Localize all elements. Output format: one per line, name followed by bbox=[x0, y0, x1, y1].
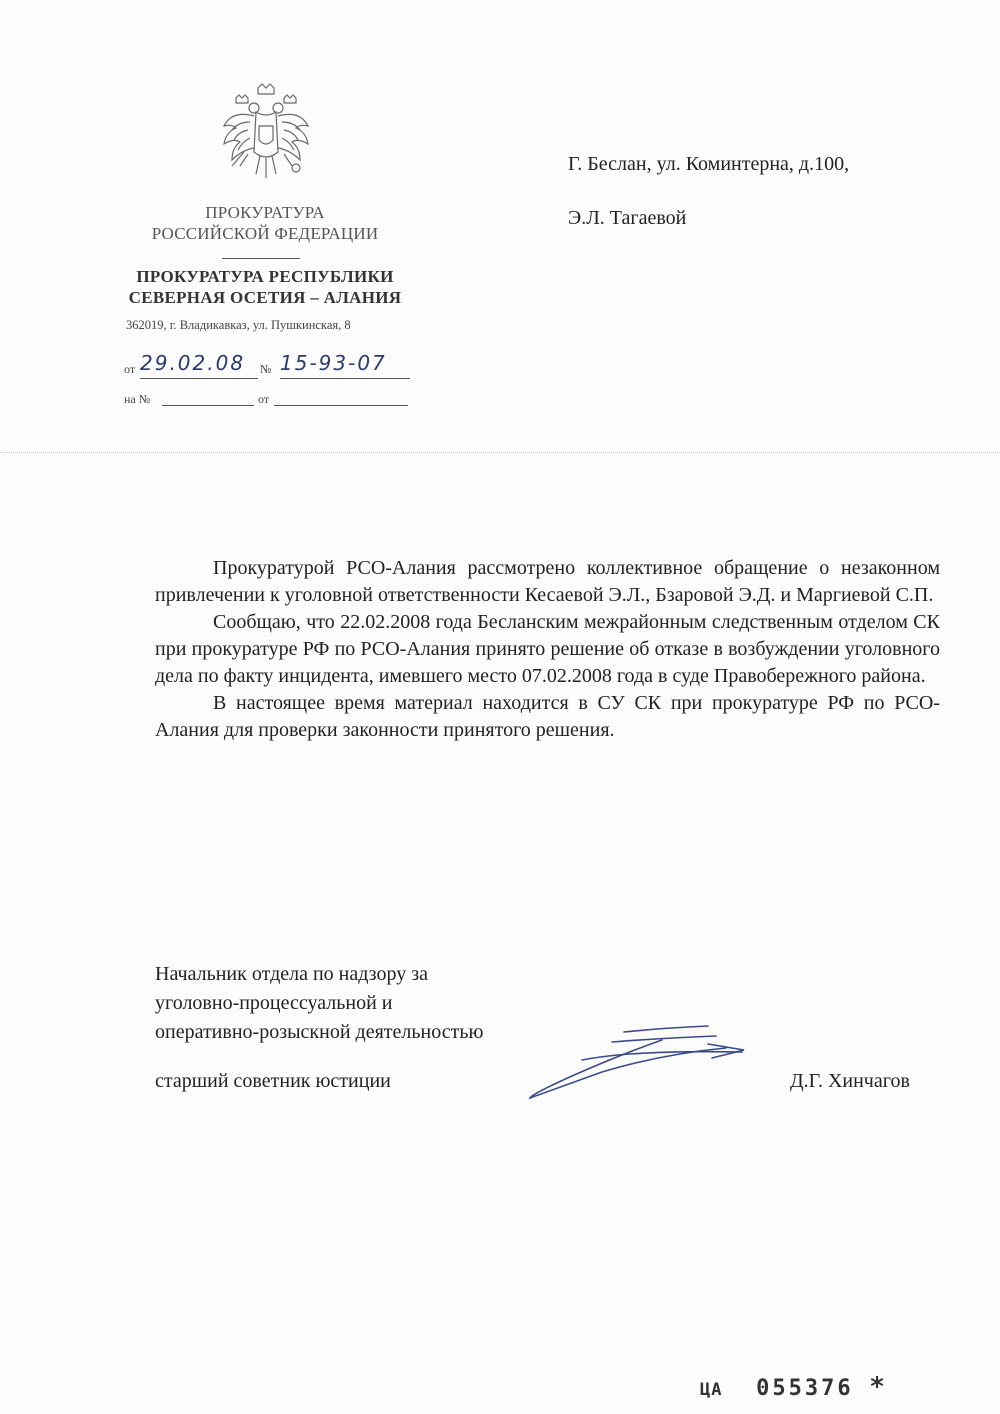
addressee-block bbox=[568, 152, 849, 230]
ref-from-label: от bbox=[258, 392, 270, 406]
org-name-republic-line2: СЕВЕРНАЯ ОСЕТИЯ – АЛАНИЯ bbox=[128, 288, 402, 307]
registration-row bbox=[124, 350, 424, 380]
number-label: № bbox=[260, 362, 272, 376]
date-label: от bbox=[124, 362, 136, 376]
form-serial-number bbox=[700, 1372, 885, 1402]
body-paragraph-2: Сообщаю, что 22.02.2008 года Бесланским межрайонным следственным отделом СК при прокуратуре РФ по РСО-Алания принято решение об отказе в возбуждении уголовного дела по факту инцидента, имевшего место 07.02.2008 года в суде Правобережного района. bbox=[155, 611, 940, 687]
letter-body bbox=[155, 555, 940, 744]
russian-coat-of-arms-icon bbox=[218, 82, 314, 186]
signatory-name: Д.Г. Хинчагов bbox=[790, 1070, 910, 1092]
org-address: 362019, г. Владикавказ, ул. Пушкинская, 8 bbox=[126, 318, 351, 332]
ref-number-label: на № bbox=[124, 392, 151, 406]
serial-star-mark: * bbox=[869, 1372, 885, 1402]
org-name-federal-line1: ПРОКУРАТУРА bbox=[205, 203, 325, 222]
serial-series: ЦА bbox=[700, 1380, 723, 1400]
signatory-title bbox=[155, 960, 483, 1047]
addressee-name: Э.Л. Тагаевой bbox=[568, 207, 687, 229]
scan-edge-line bbox=[0, 452, 1000, 453]
ref-number-blank bbox=[162, 405, 254, 406]
reference-row bbox=[124, 390, 424, 410]
signatory-title-line3: оперативно-розыскной деятельностью bbox=[155, 1021, 484, 1043]
signatory-rank: старший советник юстиции bbox=[155, 1070, 391, 1092]
date-field: 29.02.08 bbox=[140, 350, 258, 379]
signatory-title-line1: Начальник отдела по надзору за bbox=[155, 963, 428, 985]
ref-from-blank bbox=[274, 405, 408, 406]
org-name-republic bbox=[110, 266, 420, 308]
body-paragraph-3: В настоящее время материал находится в СУ СК при прокуратуре РФ по РСО-Алания для проверки законности принятого решения. bbox=[155, 692, 940, 741]
org-name-federal-line2: РОССИЙСКОЙ ФЕДЕРАЦИИ bbox=[151, 224, 379, 243]
number-field: 15-93-07 bbox=[280, 350, 410, 379]
serial-number: 055376 bbox=[756, 1376, 854, 1401]
org-name-federal bbox=[120, 202, 410, 244]
org-divider bbox=[222, 258, 300, 259]
body-paragraph-1: Прокуратурой РСО-Алания рассмотрено коллективное обращение о незаконном привлечении к уголовной ответственности Кесаевой Э.Л., Бзаровой Э.Д. и Маргиевой С.П. bbox=[155, 557, 940, 606]
handwritten-signature-icon bbox=[512, 1018, 752, 1108]
addressee-address: Г. Беслан, ул. Коминтерна, д.100, bbox=[568, 153, 850, 175]
signatory-title-line2: уголовно-процессуальной и bbox=[155, 992, 393, 1014]
org-name-republic-line1: ПРОКУРАТУРА РЕСПУБЛИКИ bbox=[136, 267, 394, 286]
